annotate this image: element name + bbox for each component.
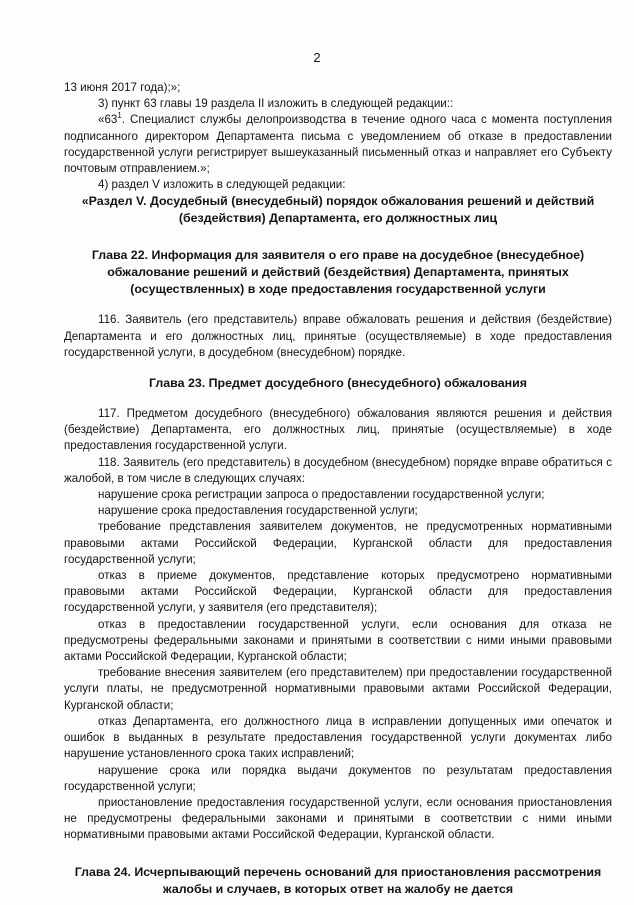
- item-3: 3) пункт 63 главы 19 раздела II изложить в следующей редакции::: [98, 97, 454, 111]
- case-item: нарушение срока или порядка выдачи документов по результатам предоставления государственной услуги;: [64, 763, 612, 793]
- paragraph-63-text: . Специалист службы делопроизводства в течение одного часа с момента поступления подписанного директором Департамента письма с уведомлением об отказе в предоставлении государственной услуги регистрирует вышеуказанный письменный отказ и направляет его Субъекту почтовым отправлением.»;: [64, 113, 612, 176]
- case-item: нарушение срока регистрации запроса о предоставлении государственной услуги;: [98, 488, 545, 502]
- case-item: отказ Департамента, его должностного лица в исправлении допущенных ими опечаток и ошибок в выданных в результате предоставления государственной услуги документах либо нарушение установленного срока таких исправлений;: [64, 714, 612, 761]
- paragraph-118: 118. Заявитель (его представитель) в досудебном (внесудебном) порядке вправе обратиться с жалобой, в том числе в следующих случаях:: [64, 455, 612, 485]
- line-date: 13 июня 2017 года);»;: [64, 81, 181, 94]
- paragraph-63-1: [64, 112, 612, 177]
- paragraph-117: 117. Предметом досудебного (внесудебного) обжалования являются решения и действия (бездействие) Департамента, его должностных лиц, принятые (осуществляемые) в ходе предоставления государственной услуги.: [64, 407, 612, 453]
- document-body: [64, 80, 612, 898]
- item-4: 4) раздел V изложить в следующей редакции:: [98, 178, 346, 192]
- paragraph-63-superscript: 1: [117, 111, 122, 121]
- chapter-24-title: Глава 24. Исчерпывающий перечень оснований для приостановления рассмотрения жалобы и случаев, в которых ответ на жалобу не дается: [74, 864, 602, 896]
- case-item: нарушение срока предоставления государственной услуги;: [98, 504, 418, 518]
- case-item: отказ в приеме документов, представление которых предусмотрено нормативными правовыми актами Российской Федерации, Курганской области для предоставления государственной услуги, у заявителя (его представителя);: [64, 569, 612, 615]
- chapter-23-title: Глава 23. Предмет досудебного (внесудебного) обжалования: [148, 376, 527, 391]
- paragraph-63-prefix: «63: [98, 113, 118, 127]
- chapter-22-title: Глава 22. Информация для заявителя о его праве на досудебное (внесудебное) обжалование решений и действий (бездействия) Департамента, принятых (осуществленных) в ходе предоставления государственной услуги: [91, 248, 585, 297]
- section-title: «Раздел V. Досудебный (внесудебный) порядок обжалования решений и действий (бездействия) Департамента, его должностных лиц: [81, 194, 595, 226]
- case-item: требование внесения заявителем (его представителем) при предоставлении государственной услуги платы, не предусмотренной нормативными правовыми актами Российской Федерации, Курганской области;: [64, 666, 612, 712]
- case-item: отказ в предоставлении государственной услуги, если основания для отказа не предусмотрены федеральными законами и принятыми в соответствии с ними иными правовыми актами Российской Федерации, Курганской области;: [64, 617, 612, 664]
- case-item: требование представления заявителем документов, не предусмотренных нормативными правовыми актами Российской Федерации, Курганской области для предоставления государственной услуги;: [64, 520, 612, 566]
- case-item: приостановление предоставления государственной услуги, если основания приостановления не предусмотрены федеральными законами и принятыми в соответствии с ними иными нормативными правовыми актами Российской Федерации, Курганской области.: [64, 795, 612, 842]
- paragraph-116: 116. Заявитель (его представитель) вправе обжаловать решения и действия (бездействие) Департамента и его должностных лиц, принятые (осуществляемые) в ходе предоставления государственной услуги, в досудебном (внесудебном) порядке.: [64, 313, 612, 359]
- page-number: 2: [313, 50, 321, 65]
